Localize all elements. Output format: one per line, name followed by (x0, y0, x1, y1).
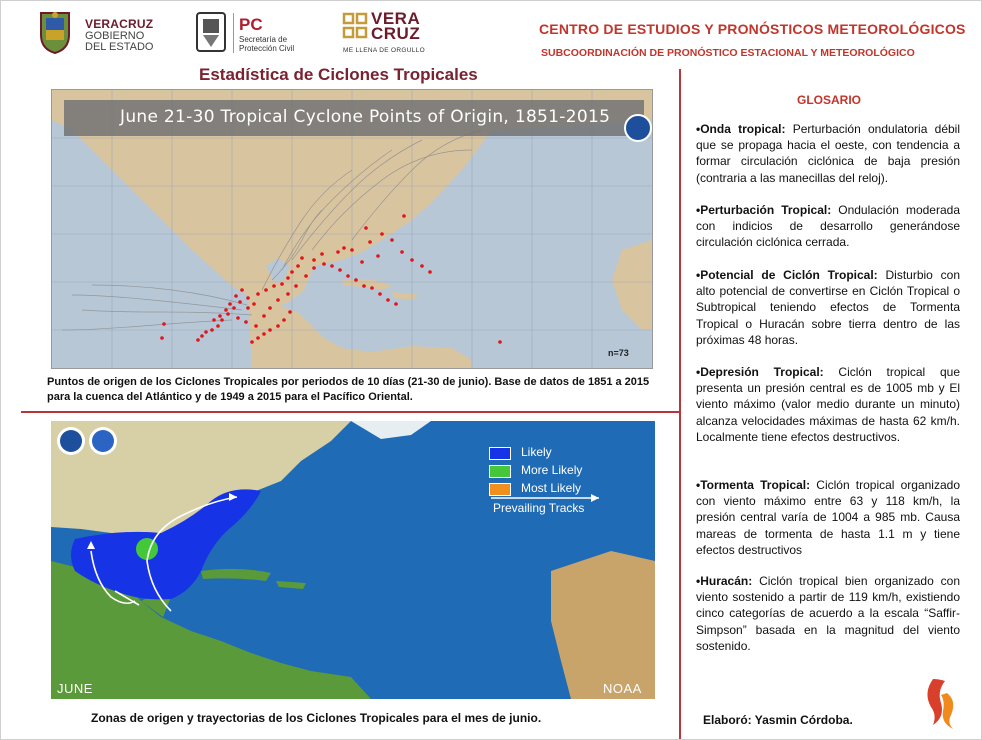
glossary-definition: Disturbio con alto potencial de convertirse en Ciclón Tropical o Subtropical teniendo efectos de Tormenta Tropical o Huracán sobre tierra dentro de las próximas 48 horas. (696, 268, 960, 347)
center-title: CENTRO DE ESTUDIOS Y PRONÓSTICOS METEOROLÓGICOS (539, 21, 966, 37)
map2-caption: Zonas de origen y trayectorias de los Ciclones Tropicales para el mes de junio. (91, 711, 542, 725)
origin-point (276, 298, 280, 302)
origin-point (210, 328, 214, 332)
noaa-logo-icon (624, 114, 652, 142)
veracruz-government-logo (37, 9, 185, 57)
origin-point (290, 270, 294, 274)
glossary-item-onda-tropical (696, 121, 960, 186)
glossary-definition: Perturbación ondulatoria débil que se propaga hacia el oeste, con tendencia a formar circulación ciclónica de baja presión (contraria a las manecillas del reloj). (696, 122, 960, 185)
legend-label: More Likely (521, 463, 583, 477)
origin-point (238, 300, 242, 304)
origin-point (256, 336, 260, 340)
origin-point (162, 322, 166, 326)
veracruz-line1: VERACRUZ (85, 17, 154, 31)
origin-point (402, 214, 406, 218)
author-credit: Elaboró: Yasmin Córdoba. (703, 713, 853, 727)
veracruz-me-llena-logo (341, 9, 431, 59)
origin-point (360, 260, 364, 264)
month-label: JUNE (57, 681, 93, 696)
origin-point (246, 296, 250, 300)
center-subtitle: SUBCOORDINACIÓN DE PRONÓSTICO ESTACIONAL Y METEOROLÓGICO (541, 47, 915, 59)
origin-point (354, 278, 358, 282)
origin-point (220, 318, 224, 322)
origin-point (196, 338, 200, 342)
origin-point (286, 292, 290, 296)
origin-point (204, 330, 208, 334)
origin-point (380, 232, 384, 236)
origin-point (272, 284, 276, 288)
origin-point (218, 314, 222, 318)
page-title: Estadística de Ciclones Tropicales (199, 65, 478, 84)
origin-point (336, 250, 340, 254)
origin-point (228, 302, 232, 306)
origin-point (268, 328, 272, 332)
origin-point (294, 284, 298, 288)
origin-point (280, 282, 284, 286)
genesis-zones-map (51, 421, 655, 699)
origin-point (254, 324, 258, 328)
origin-point (276, 324, 280, 328)
origin-point (212, 318, 216, 322)
origin-point (262, 332, 266, 336)
section-divider (21, 411, 681, 413)
origin-point (394, 302, 398, 306)
origin-point (256, 292, 260, 296)
origin-point (216, 324, 220, 328)
origin-point (282, 318, 286, 322)
origin-point (264, 288, 268, 292)
glossary-term: •Tormenta Tropical: (696, 478, 811, 492)
glossary-item-huracan (696, 573, 960, 654)
column-divider (679, 69, 681, 739)
sample-count: n=73 (608, 348, 629, 358)
map1-title-banner (64, 100, 644, 136)
origin-point (246, 306, 250, 310)
origin-point (312, 266, 316, 270)
origin-point (200, 334, 204, 338)
origin-point (288, 310, 292, 314)
prevailing-tracks-label: Prevailing Tracks (493, 501, 585, 515)
proteccion-civil-logo (193, 9, 333, 57)
pc-line2: Protección Civil (239, 44, 295, 53)
legend-swatch (489, 447, 511, 460)
logo-divider (233, 13, 234, 53)
origin-point (320, 252, 324, 256)
veracruz-line3: DEL ESTADO (85, 41, 154, 53)
civil-protection-crest-icon (193, 9, 229, 55)
origin-point (410, 258, 414, 262)
legend-swatch (489, 465, 511, 478)
origin-point (322, 262, 326, 266)
veracruz-shield-icon (37, 9, 73, 55)
header (1, 1, 982, 63)
origin-point (330, 264, 334, 268)
origin-point (268, 306, 272, 310)
origin-point (226, 312, 230, 316)
origin-point (304, 274, 308, 278)
legend-item-likely (489, 445, 649, 463)
origin-point (296, 264, 300, 268)
origin-point (346, 274, 350, 278)
origin-point (386, 298, 390, 302)
veracruz-line2: GOBIERNO (85, 30, 145, 42)
origin-point (368, 240, 372, 244)
zone-legend (489, 445, 649, 499)
origin-point (234, 294, 238, 298)
glossary-term: •Depresión Tropical: (696, 365, 824, 379)
glossary-item-depresion (696, 364, 960, 445)
glossary-item-potencial (696, 267, 960, 348)
glossary-title: GLOSARIO (797, 93, 862, 107)
origin-point (364, 226, 368, 230)
glossary-term: •Potencial de Ciclón Tropical: (696, 268, 878, 282)
origin-points-map (51, 89, 653, 369)
legend-swatch (489, 483, 511, 496)
map1-title: June 21-30 Tropical Cyclone Points of Origin, 1851-2015 (120, 107, 611, 127)
vc-line1: VERA (371, 9, 421, 28)
vc-slogan: ME LLENA DE ORGULLO (343, 47, 425, 54)
glossary-term: •Huracán: (696, 574, 753, 588)
origin-point (236, 316, 240, 320)
origin-point (400, 250, 404, 254)
origin-point (300, 256, 304, 260)
legend-label: Likely (521, 445, 552, 459)
glossary-definition: Ciclón tropical organizado con viento máximo entre 63 y 118 km/h, la presión central varía de 1004 a 985 mb. Causa mareas de tormenta de hasta 1.1 m y tiene efectos destructivos (696, 478, 960, 557)
origin-point (390, 238, 394, 242)
origin-point (262, 314, 266, 318)
pc-title: PC (239, 15, 263, 34)
origin-point (250, 340, 254, 344)
glossary-definition: Ciclón tropical que presenta un presión central es de 1005 mb y El viento máximo (valor medio durante un minuto) alcanza velocidades máximas de hasta 62 km/h. Localmente tiene efectos destructivos. (696, 365, 960, 444)
knot-pattern-icon (341, 11, 369, 41)
origin-point (232, 306, 236, 310)
legend-item-more-likely (489, 463, 649, 481)
origin-point (160, 336, 164, 340)
glossary-definition: Ondulación moderada con indicios de desarrollo generándose circulación ciclónica cerrada. (696, 203, 960, 250)
origin-point (370, 286, 374, 290)
cepm-logo-icon (919, 671, 965, 733)
origin-point (376, 254, 380, 258)
pc-line1: Secretaría de (239, 35, 288, 44)
glossary-term: •Perturbación Tropical: (696, 203, 832, 217)
glossary-item-tormenta (696, 477, 960, 558)
origin-point (350, 248, 354, 252)
origin-point (378, 292, 382, 296)
legend-label: Most Likely (521, 481, 582, 495)
glossary-item-perturbacion (696, 202, 960, 251)
glossary-term: •Onda tropical: (696, 122, 786, 136)
origin-point (428, 270, 432, 274)
origin-point (240, 288, 244, 292)
glossary-definition: Ciclón tropical bien organizado con viento sostenido a partir de 119 km/h, existiendo cinco categorías de acuerdo a la escala “Saffir-Simpson” basada en la magnitud del viento sostenido. (696, 574, 960, 653)
legend-item-most-likely (489, 481, 649, 499)
origin-point (498, 340, 502, 344)
origin-point (312, 258, 316, 262)
origin-point (244, 320, 248, 324)
origin-point (224, 308, 228, 312)
map1-caption: Puntos de origen de los Ciclones Tropicales por periodos de 10 días (21-30 de junio). Base de datos de 1851 a 2015 para la cuenca del Atlántico y de 1949 a 2015 para el Pacífico Oriental. (47, 376, 650, 403)
origin-point (362, 284, 366, 288)
origin-point (420, 264, 424, 268)
vc-line2: CRUZ (371, 24, 421, 43)
origin-point (342, 246, 346, 250)
source-label: NOAA (603, 681, 642, 696)
origin-point (252, 302, 256, 306)
origin-point (286, 276, 290, 280)
origin-point (338, 268, 342, 272)
